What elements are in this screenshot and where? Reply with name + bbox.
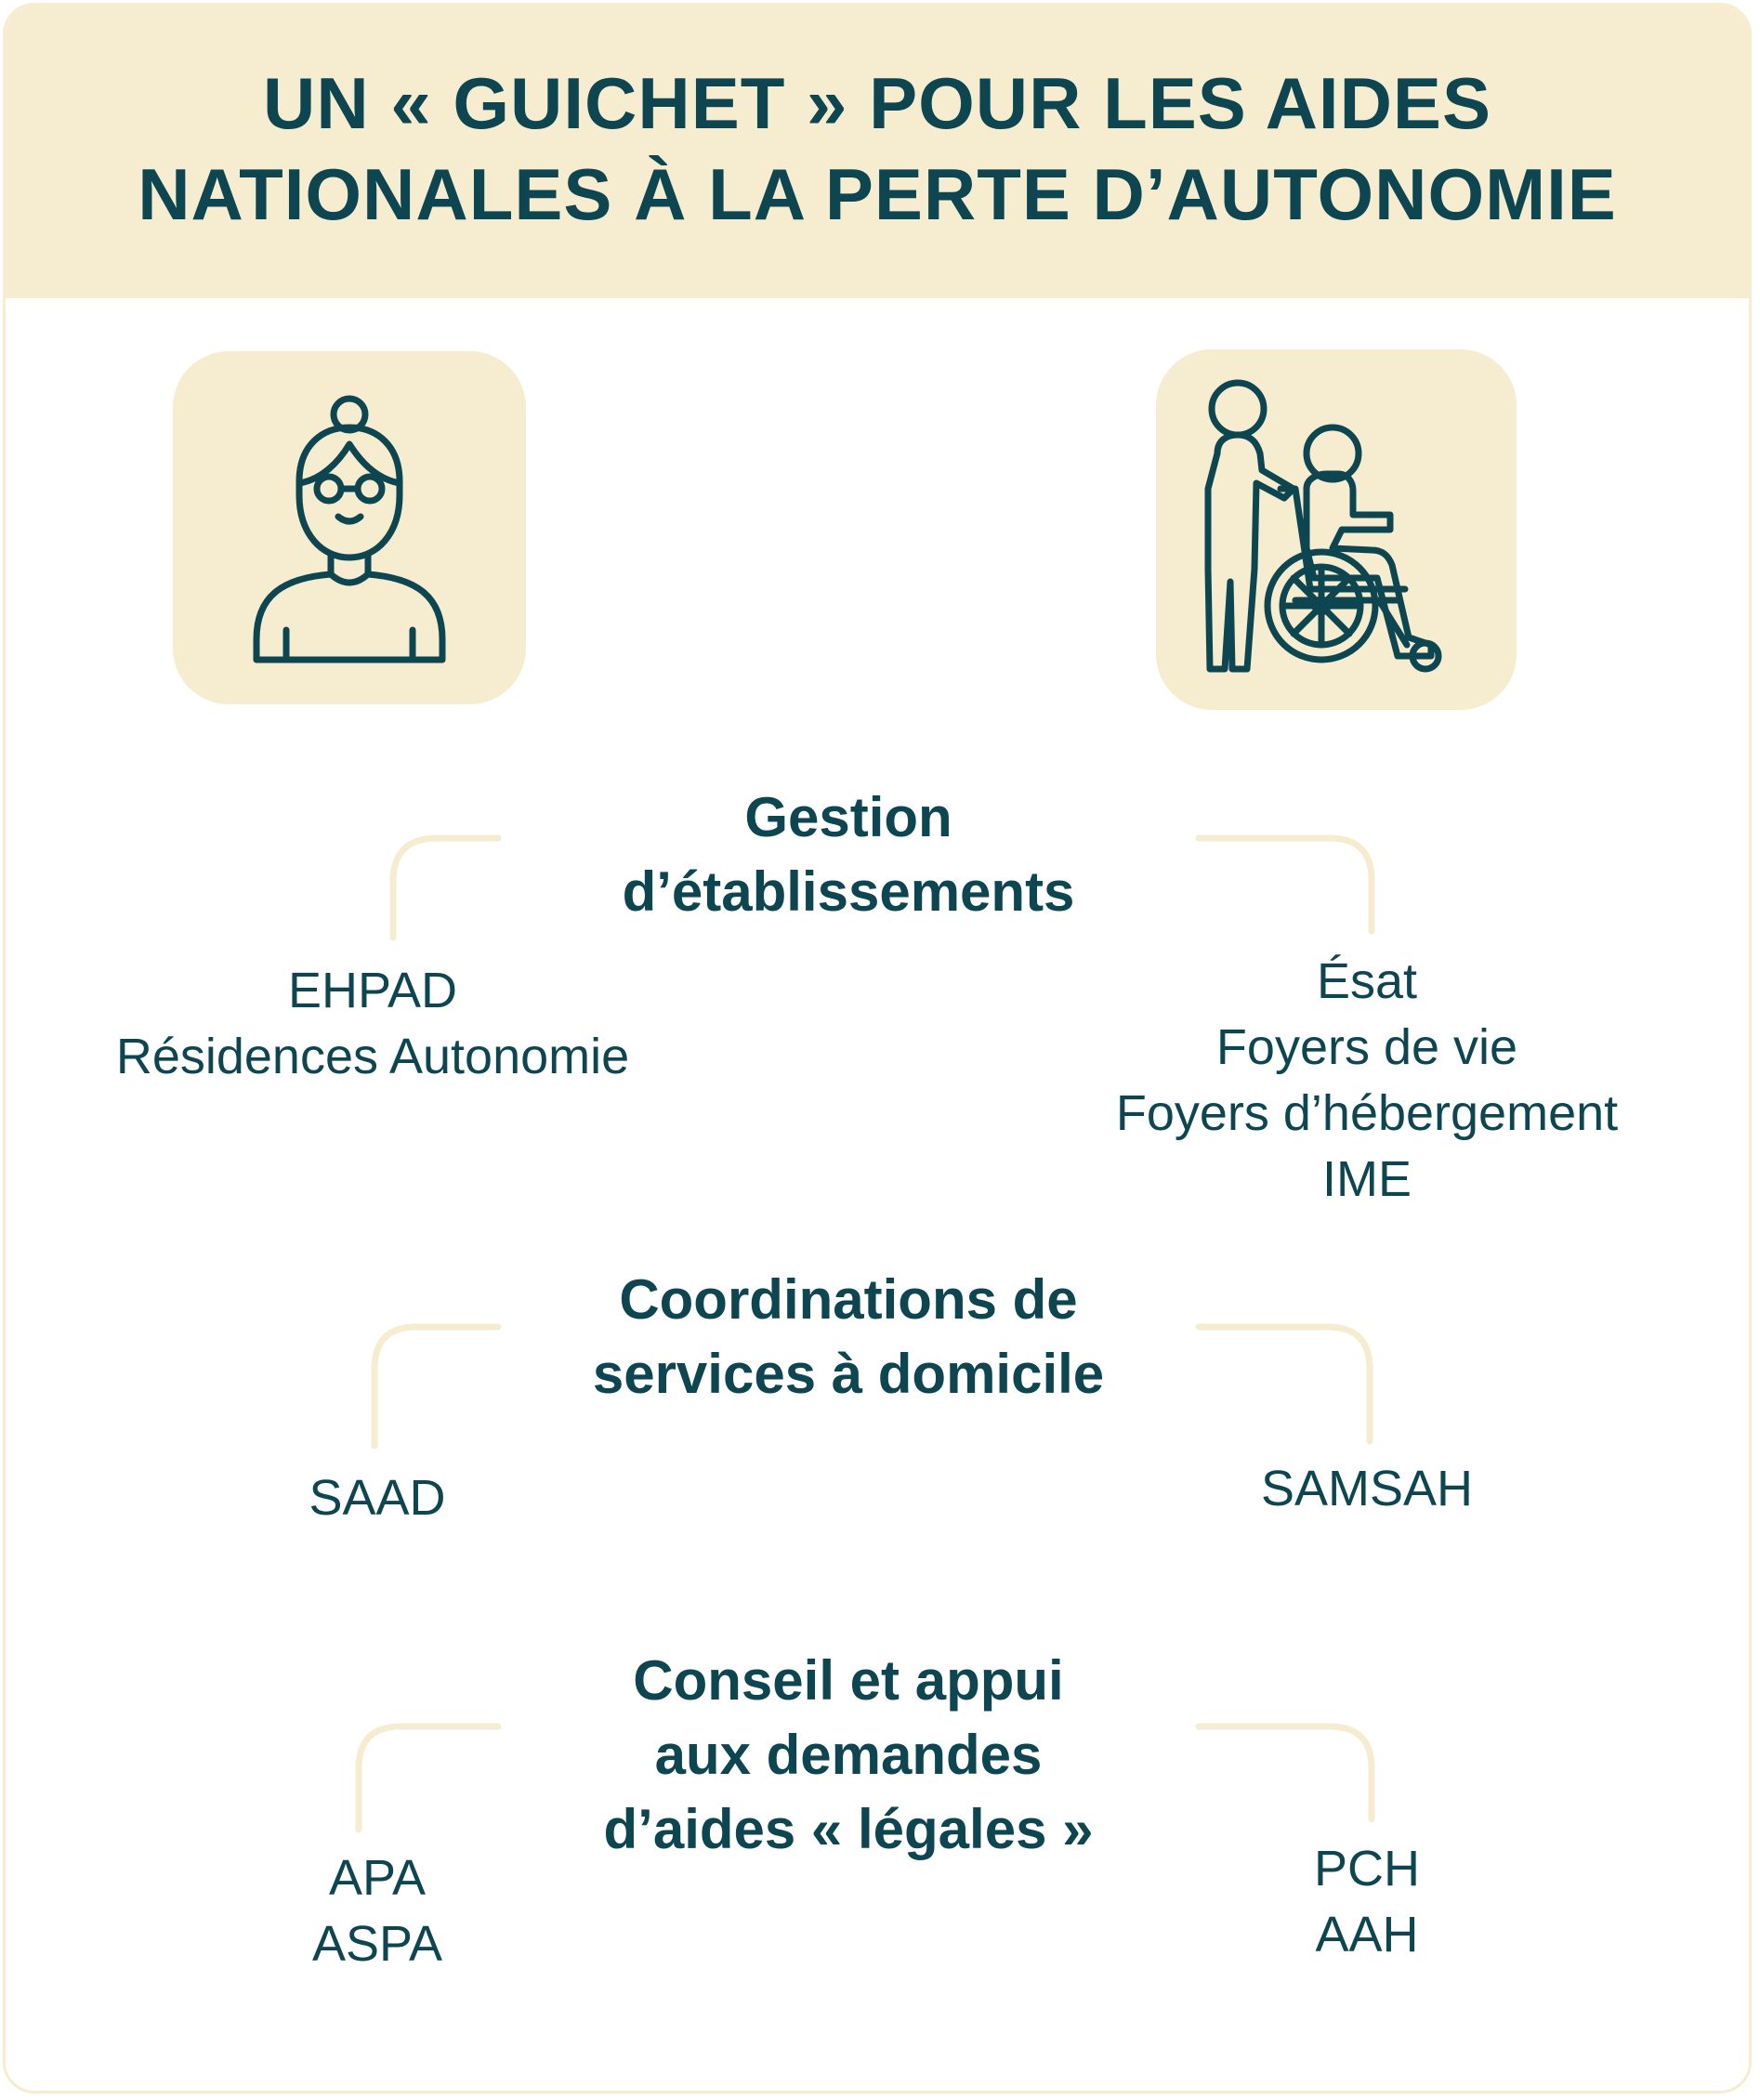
list-item: Résidences Autonomie <box>115 1029 630 1084</box>
list-item: EHPAD <box>287 963 458 1018</box>
list-item: IME <box>1321 1151 1412 1207</box>
section-heading-gestion <box>504 781 1193 929</box>
list-item: SAAD <box>309 1470 446 1526</box>
section-3-left-items <box>191 1845 563 1977</box>
list-item: AAH <box>1315 1907 1419 1962</box>
heading-line: Conseil et appui <box>633 1649 1064 1712</box>
section-3-right-items <box>1181 1836 1553 1968</box>
section-1-left-items <box>43 958 703 1090</box>
heading-line: Gestion <box>744 786 952 848</box>
section-2-left-items <box>191 1465 563 1531</box>
heading-line: aux demandes <box>654 1724 1043 1786</box>
connector-right-1 <box>1199 838 1372 931</box>
section-1-right-items <box>1037 949 1697 1213</box>
connector-right-3 <box>1199 1726 1372 1819</box>
connector-left-2 <box>374 1327 498 1446</box>
heading-line: Coordinations de <box>619 1268 1078 1331</box>
section-2-right-items <box>1181 1456 1553 1522</box>
list-item: Foyers de vie <box>1215 1019 1518 1075</box>
connector-right-2 <box>1199 1327 1370 1441</box>
list-item: PCH <box>1313 1841 1420 1897</box>
heading-line: d’aides « légales » <box>603 1798 1094 1860</box>
list-item: SAMSAH <box>1260 1461 1474 1516</box>
list-item: Ésat <box>1316 953 1418 1009</box>
connector-left-3 <box>359 1726 498 1830</box>
heading-line: services à domicile <box>592 1343 1105 1405</box>
page-title-line-2: NATIONALES À LA PERTE D’AUTONOMIE <box>138 153 1617 235</box>
infographic-card <box>3 3 1752 2093</box>
heading-line: d’établissements <box>622 860 1075 923</box>
list-item: APA <box>328 1850 427 1906</box>
list-item: Foyers d’hébergement <box>1115 1085 1619 1141</box>
page-title-line-1: UN « GUICHET » POUR LES AIDES <box>263 62 1491 144</box>
list-item: ASPA <box>311 1916 443 1972</box>
section-heading-coordinations <box>504 1263 1193 1411</box>
section-heading-conseil <box>504 1644 1193 1867</box>
connector-left-1 <box>393 838 498 938</box>
